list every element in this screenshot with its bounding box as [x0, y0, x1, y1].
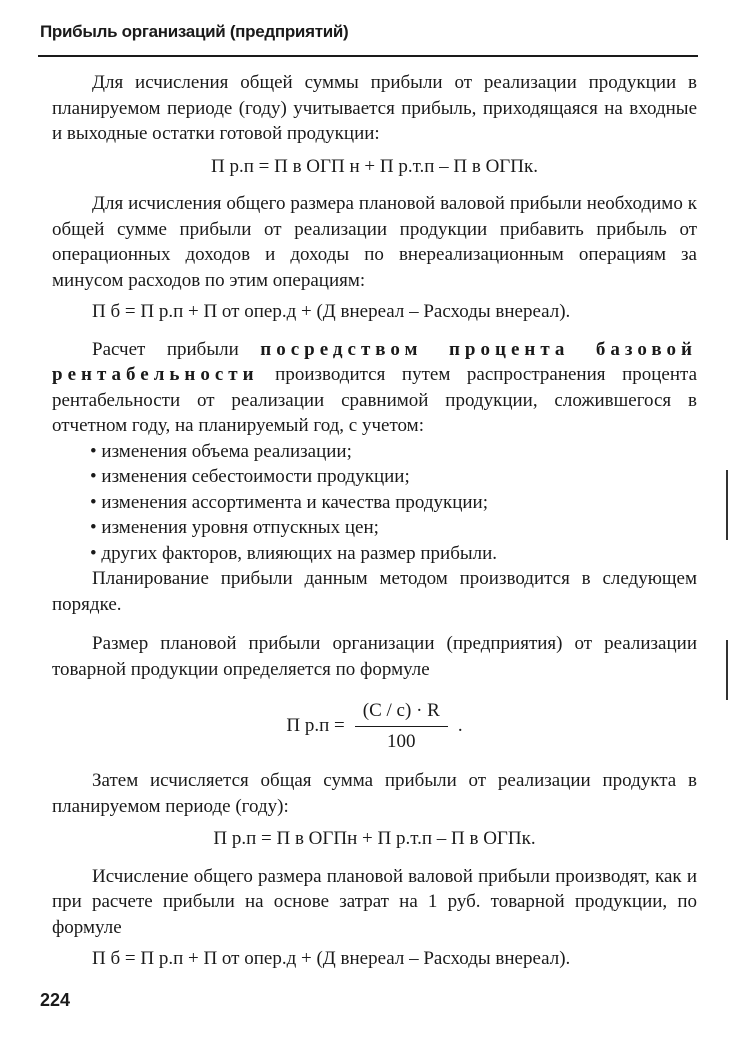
formula-3-tail: .: [457, 715, 463, 737]
paragraph-3-start: Расчет прибыли: [92, 338, 239, 360]
paragraph-7: Исчисление общего размера плановой валовой прибыли производят, как и при расчете прибыли на основе затрат на 1 руб. товарной продукции, по формуле: [52, 865, 697, 938]
formula-3-lhs: П р.п =: [286, 715, 345, 737]
paragraph-3: [52, 337, 697, 439]
page-number: 224: [40, 990, 71, 1010]
formula-4: П р.п = П в ОГПн + П р.т.п – П в ОГПк.: [213, 828, 536, 849]
list-item: • изменения себестоимости продукции;: [90, 464, 697, 490]
formula-3-denominator: 100: [387, 730, 416, 752]
paragraph-6: Затем исчисляется общая сумма прибыли от реализации продукта в планируемом периоде (году):: [52, 770, 697, 817]
margin-mark: [726, 640, 728, 700]
list-item: • изменения ассортимента и качества продукции;: [90, 490, 697, 516]
formula-3-fraction: [355, 698, 448, 754]
formula-1: П р.п = П в ОГП н + П р.т.п – П в ОГПк.: [211, 155, 538, 177]
paragraph-1: Для исчисления общей суммы прибыли от реализации продукции в планируемом периоде (году) учитывается прибыль, приходящаяся на входные и выходные остатки готовой продукции:: [52, 72, 697, 144]
running-header: Прибыль организаций (предприятий): [40, 22, 349, 41]
paragraph-3-spaced: посредством процента базовой рентабельности: [52, 338, 698, 385]
margin-mark: [726, 470, 728, 540]
factor-list: [52, 439, 697, 567]
paragraph-2: Для исчисления общего размера плановой валовой прибыли необходимо к общей сумме прибыли от реализации продукции прибавить прибыль от операционных доходов и доходы по внереализационным операциям за минусом расходов по этим операциям:: [52, 193, 697, 291]
page-body: [52, 70, 697, 984]
paragraph-3-end: производится путем распространения процента рентабельности от реализации сравнимой продукции, сложившегося в отчетном году, на планируемый год, с учетом:: [52, 364, 697, 436]
header-rule: [38, 55, 698, 57]
formula-5: П б = П р.п + П от опер.д + (Д внереал – Расходы внереал).: [92, 948, 571, 969]
formula-3: [52, 698, 697, 754]
list-item: • изменения объема реализации;: [90, 439, 697, 465]
paragraph-5: Размер плановой прибыли организации (предприятия) от реализации товарной продукции определяется по формуле: [52, 633, 697, 680]
paragraph-4: Планирование прибыли данным методом производится в следующем порядке.: [52, 568, 697, 615]
list-item: • изменения уровня отпускных цен;: [90, 515, 697, 541]
list-item: • других факторов, влияющих на размер прибыли.: [90, 541, 697, 567]
formula-3-numerator: (С / с) · R: [355, 698, 448, 727]
formula-2: П б = П р.п + П от опер.д + (Д внереал – Расходы внереал).: [92, 301, 571, 322]
